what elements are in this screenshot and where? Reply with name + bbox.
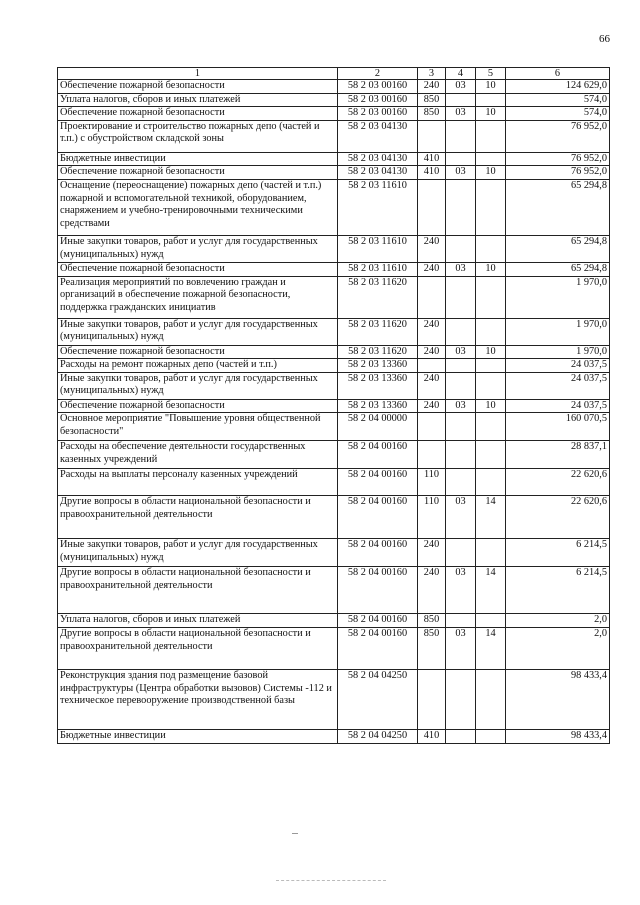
row-section [446, 372, 476, 399]
row-amount: 65 294,8 [506, 235, 610, 262]
row-section [446, 669, 476, 729]
col-header-pr: 5 [476, 68, 506, 80]
row-name: Проектирование и строительство пожарных депо (частей и т.п.) с обустройством складской зоны [58, 120, 338, 152]
row-name: Обеспечение пожарной безопасности [58, 262, 338, 276]
table-row [58, 729, 610, 743]
table-row [58, 567, 610, 614]
row-section [446, 235, 476, 262]
row-expense-type: 410 [418, 152, 446, 166]
col-header-rz: 4 [446, 68, 476, 80]
footer-mark [292, 833, 298, 834]
row-name: Уплата налогов, сборов и иных платежей [58, 93, 338, 107]
row-subsection [476, 539, 506, 567]
page-number: 66 [599, 33, 610, 45]
row-section [446, 729, 476, 743]
row-name: Реконструкция здания под размещение базовой инфраструктуры (Центра обработки вызовов) Системы -112 и техническое перевооружение производственной базы [58, 669, 338, 729]
row-code: 58 2 03 13360 [338, 399, 418, 413]
row-expense-type: 240 [418, 399, 446, 413]
row-section [446, 539, 476, 567]
row-section [446, 276, 476, 318]
row-code: 58 2 03 11610 [338, 235, 418, 262]
row-code: 58 2 03 11610 [338, 179, 418, 235]
row-subsection [476, 152, 506, 166]
row-subsection: 10 [476, 166, 506, 180]
row-code: 58 2 04 00160 [338, 441, 418, 469]
row-amount: 98 433,4 [506, 669, 610, 729]
table-row [58, 345, 610, 359]
row-expense-type: 410 [418, 729, 446, 743]
row-section: 03 [446, 627, 476, 669]
row-section: 03 [446, 166, 476, 180]
row-amount: 1 970,0 [506, 276, 610, 318]
row-expense-type: 850 [418, 107, 446, 121]
row-amount: 65 294,8 [506, 179, 610, 235]
row-code: 58 2 03 11610 [338, 262, 418, 276]
table-row [58, 93, 610, 107]
row-section [446, 179, 476, 235]
row-amount: 22 620,6 [506, 469, 610, 496]
row-code: 58 2 04 00160 [338, 567, 418, 614]
row-section [446, 614, 476, 628]
table-row [58, 496, 610, 539]
row-amount: 28 837,1 [506, 441, 610, 469]
row-subsection [476, 318, 506, 345]
row-code: 58 2 04 00000 [338, 413, 418, 441]
row-subsection: 10 [476, 80, 506, 94]
row-amount: 6 214,5 [506, 539, 610, 567]
row-amount: 76 952,0 [506, 166, 610, 180]
row-subsection [476, 614, 506, 628]
row-subsection: 10 [476, 345, 506, 359]
row-expense-type: 850 [418, 627, 446, 669]
table-row [58, 441, 610, 469]
row-section [446, 469, 476, 496]
row-subsection [476, 120, 506, 152]
row-amount: 574,0 [506, 107, 610, 121]
row-expense-type: 850 [418, 614, 446, 628]
row-section: 03 [446, 80, 476, 94]
row-section: 03 [446, 399, 476, 413]
row-code: 58 2 03 00160 [338, 80, 418, 94]
row-code: 58 2 04 00160 [338, 539, 418, 567]
row-code: 58 2 03 11620 [338, 276, 418, 318]
row-section: 03 [446, 496, 476, 539]
row-subsection [476, 669, 506, 729]
row-amount: 2,0 [506, 614, 610, 628]
row-code: 58 2 03 04130 [338, 120, 418, 152]
row-name: Другие вопросы в области национальной безопасности и правоохранительной деятельности [58, 496, 338, 539]
table-row [58, 399, 610, 413]
row-expense-type: 240 [418, 539, 446, 567]
row-code: 58 2 03 00160 [338, 93, 418, 107]
row-section [446, 93, 476, 107]
row-name: Обеспечение пожарной безопасности [58, 399, 338, 413]
row-expense-type [418, 441, 446, 469]
row-section [446, 441, 476, 469]
row-name: Обеспечение пожарной безопасности [58, 166, 338, 180]
row-expense-type: 240 [418, 235, 446, 262]
table-row [58, 372, 610, 399]
row-name: Другие вопросы в области национальной безопасности и правоохранительной деятельности [58, 567, 338, 614]
row-subsection [476, 441, 506, 469]
row-subsection [476, 359, 506, 373]
budget-table [57, 67, 610, 744]
row-subsection: 10 [476, 262, 506, 276]
row-name: Иные закупки товаров, работ и услуг для государственных (муниципальных) нужд [58, 539, 338, 567]
table-row [58, 120, 610, 152]
row-name: Расходы на обеспечение деятельности государственных казенных учреждений [58, 441, 338, 469]
row-name: Иные закупки товаров, работ и услуг для государственных (муниципальных) нужд [58, 318, 338, 345]
row-code: 58 2 03 13360 [338, 372, 418, 399]
row-name: Иные закупки товаров, работ и услуг для государственных (муниципальных) нужд [58, 235, 338, 262]
row-section [446, 413, 476, 441]
col-header-code: 2 [338, 68, 418, 80]
row-subsection [476, 372, 506, 399]
row-section: 03 [446, 567, 476, 614]
table-row [58, 359, 610, 373]
table-row [58, 107, 610, 121]
row-expense-type: 850 [418, 93, 446, 107]
row-subsection: 10 [476, 399, 506, 413]
row-subsection [476, 413, 506, 441]
row-code: 58 2 04 00160 [338, 496, 418, 539]
row-subsection [476, 469, 506, 496]
table-row [58, 413, 610, 441]
row-section: 03 [446, 107, 476, 121]
row-expense-type: 240 [418, 80, 446, 94]
row-subsection [476, 179, 506, 235]
row-expense-type [418, 276, 446, 318]
row-amount: 6 214,5 [506, 567, 610, 614]
row-code: 58 2 04 00160 [338, 614, 418, 628]
row-section [446, 120, 476, 152]
row-amount: 124 629,0 [506, 80, 610, 94]
row-section [446, 318, 476, 345]
table-body [58, 80, 610, 744]
row-subsection: 14 [476, 496, 506, 539]
row-name: Другие вопросы в области национальной безопасности и правоохранительной деятельности [58, 627, 338, 669]
table-row [58, 469, 610, 496]
row-name: Расходы на выплаты персоналу казенных учреждений [58, 469, 338, 496]
row-amount: 1 970,0 [506, 345, 610, 359]
table-header-row [58, 68, 610, 80]
row-name: Иные закупки товаров, работ и услуг для государственных (муниципальных) нужд [58, 372, 338, 399]
row-subsection [476, 93, 506, 107]
row-amount: 24 037,5 [506, 359, 610, 373]
col-header-vr: 3 [418, 68, 446, 80]
row-amount: 65 294,8 [506, 262, 610, 276]
row-amount: 2,0 [506, 627, 610, 669]
row-section: 03 [446, 345, 476, 359]
row-expense-type: 240 [418, 318, 446, 345]
row-subsection [476, 276, 506, 318]
row-expense-type: 110 [418, 469, 446, 496]
row-amount: 1 970,0 [506, 318, 610, 345]
row-name: Реализация мероприятий по вовлечению граждан и организаций в обеспечение пожарной безопасности, поддержка гражданских инициатив [58, 276, 338, 318]
row-code: 58 2 04 04250 [338, 729, 418, 743]
table-row [58, 627, 610, 669]
row-name: Бюджетные инвестиции [58, 729, 338, 743]
row-subsection: 14 [476, 567, 506, 614]
row-name: Бюджетные инвестиции [58, 152, 338, 166]
row-section [446, 152, 476, 166]
row-amount: 76 952,0 [506, 152, 610, 166]
row-code: 58 2 03 04130 [338, 152, 418, 166]
table-row [58, 166, 610, 180]
row-code: 58 2 04 04250 [338, 669, 418, 729]
table-row [58, 539, 610, 567]
row-code: 58 2 03 00160 [338, 107, 418, 121]
row-expense-type [418, 359, 446, 373]
row-name: Уплата налогов, сборов и иных платежей [58, 614, 338, 628]
row-code: 58 2 03 11620 [338, 318, 418, 345]
row-section: 03 [446, 262, 476, 276]
row-subsection [476, 235, 506, 262]
row-name: Обеспечение пожарной безопасности [58, 345, 338, 359]
row-expense-type: 240 [418, 345, 446, 359]
row-amount: 574,0 [506, 93, 610, 107]
row-amount: 76 952,0 [506, 120, 610, 152]
table-row [58, 80, 610, 94]
row-name: Оснащение (переоснащение) пожарных депо (частей и т.п.) пожарной и вспомогательной техникой, оборудованием, снаряжением и учебно-тренировочными техническими средствами [58, 179, 338, 235]
table-row [58, 318, 610, 345]
table-row [58, 179, 610, 235]
col-header-name: 1 [58, 68, 338, 80]
table-row [58, 614, 610, 628]
row-code: 58 2 04 00160 [338, 627, 418, 669]
row-code: 58 2 03 13360 [338, 359, 418, 373]
row-section [446, 359, 476, 373]
row-amount: 24 037,5 [506, 372, 610, 399]
row-amount: 24 037,5 [506, 399, 610, 413]
table-row [58, 152, 610, 166]
row-expense-type [418, 413, 446, 441]
table-row [58, 262, 610, 276]
row-expense-type [418, 669, 446, 729]
row-subsection [476, 729, 506, 743]
row-subsection: 14 [476, 627, 506, 669]
row-name: Основное мероприятие "Повышение уровня общественной безопасности" [58, 413, 338, 441]
row-expense-type: 240 [418, 262, 446, 276]
row-subsection: 10 [476, 107, 506, 121]
row-expense-type: 410 [418, 166, 446, 180]
row-expense-type: 110 [418, 496, 446, 539]
row-expense-type: 240 [418, 567, 446, 614]
row-name: Обеспечение пожарной безопасности [58, 107, 338, 121]
row-amount: 160 070,5 [506, 413, 610, 441]
col-header-sum: 6 [506, 68, 610, 80]
row-code: 58 2 03 04130 [338, 166, 418, 180]
table-row [58, 669, 610, 729]
row-amount: 22 620,6 [506, 496, 610, 539]
row-expense-type [418, 120, 446, 152]
table-row [58, 276, 610, 318]
row-code: 58 2 03 11620 [338, 345, 418, 359]
row-code: 58 2 04 00160 [338, 469, 418, 496]
table-row [58, 235, 610, 262]
row-name: Обеспечение пожарной безопасности [58, 80, 338, 94]
row-expense-type: 240 [418, 372, 446, 399]
row-expense-type [418, 179, 446, 235]
row-amount: 98 433,4 [506, 729, 610, 743]
row-name: Расходы на ремонт пожарных депо (частей и т.п.) [58, 359, 338, 373]
footer-line [276, 880, 386, 881]
